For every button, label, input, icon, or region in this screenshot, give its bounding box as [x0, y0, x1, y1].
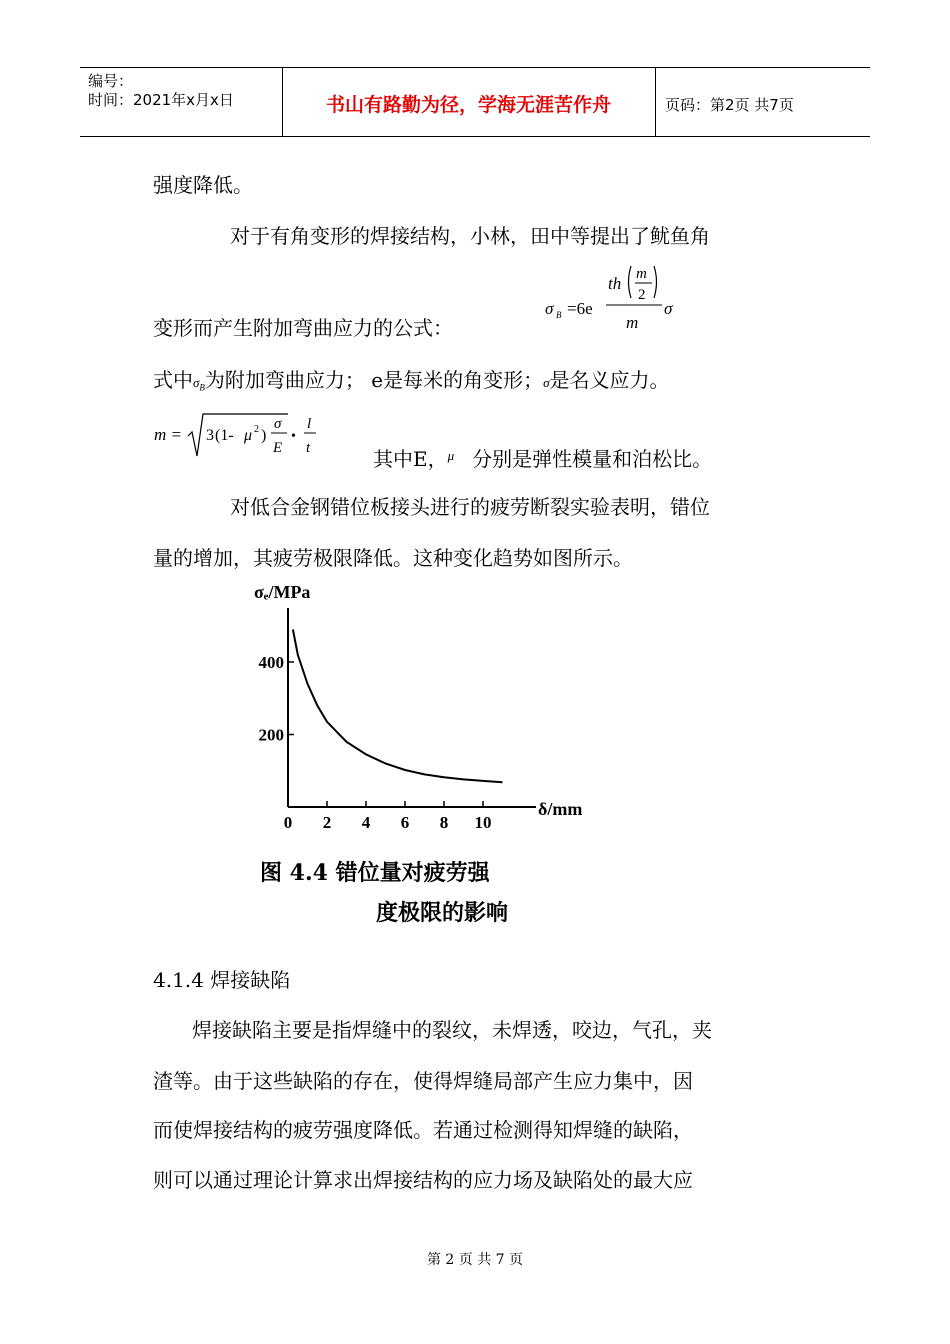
line4-sigma-b: $\sigma_B$ [193, 375, 205, 393]
chart-x-axis-label: δ/mm [538, 799, 583, 819]
body-line-7: 量的增加，其疲劳极限降低。这种变化趋势如图所示。 [153, 546, 633, 570]
formula2-dot: • [291, 429, 296, 444]
chart-x-tick-label: 2 [322, 813, 332, 828]
bending-stress-formula [540, 258, 690, 338]
chart-series-line [293, 629, 503, 782]
body-line-5 [373, 444, 712, 471]
body-line-6: 对低合金钢错位板接头进行的疲劳断裂实验表明，错位 [230, 495, 710, 519]
chart-x-tick-label: 0 [283, 813, 293, 828]
para-line-1: 焊接缺陷主要是指焊缝中的裂纹，未焊透，咬边，气孔，夹 [192, 1018, 712, 1042]
fatigue-limit-chart [238, 578, 618, 828]
formula2-lhs: m = [154, 425, 182, 444]
page-footer: 第 2 页 共 7 页 [426, 1252, 524, 1268]
m-formula [150, 408, 330, 464]
formula1-eq: =6e [567, 299, 593, 318]
body-line-1: 强度降低。 [153, 173, 253, 197]
formula1-two: 2 [638, 287, 646, 303]
page-header-table [80, 67, 870, 137]
formula2-one-minus: (1- [215, 427, 234, 444]
para-line-4: 则可以通过理论计算求出焊接结构的应力场及缺陷处的最大应 [153, 1168, 693, 1192]
formula1-left-paren [629, 266, 632, 298]
section-title: 4.1.4 焊接缺陷 [153, 968, 291, 992]
formula1-sigma: σ [664, 299, 673, 318]
line4-prefix: 式中 [153, 368, 193, 392]
formula1-sub-b: B [556, 310, 562, 320]
figure-caption-line-1: 图 4.4 错位量对疲劳强 [260, 860, 490, 886]
formula2-mu: μ [244, 427, 253, 444]
para-line-2: 渣等。由于这些缺陷的存在，使得焊缝局部产生应力集中，因 [153, 1069, 693, 1093]
formula1-sigma-b: σ [545, 299, 554, 318]
figure-caption-line-2: 度极限的影响 [376, 900, 509, 926]
line5-prefix: 其中E， [373, 447, 448, 471]
para-line-3: 而使焊接结构的疲劳强度降低。若通过检测得知焊缝的缺陷， [153, 1118, 693, 1142]
formula2-three: 3 [206, 427, 214, 444]
formula1-right-paren [654, 266, 657, 298]
chart-x-tick-label: 10 [474, 813, 492, 828]
header-motto: 书山有路勤为径，学海无涯苦作舟 [325, 94, 611, 116]
formula1-m-top: m [636, 266, 647, 282]
formula2-close: ) [261, 427, 267, 444]
header-left-cell [88, 72, 234, 110]
formula1-th: th [608, 274, 622, 293]
chart-y-axis-label: σₑ/MPa [254, 582, 311, 602]
chart-y-tick-label: 200 [258, 725, 284, 745]
line4-suffix: 是名义应力。 [549, 368, 670, 392]
document-time-label: 时间：2021年x月x日 [88, 91, 234, 109]
chart-y-tick-label: 400 [258, 653, 284, 672]
header-divider-right [655, 68, 656, 136]
formula2-sigma: σ [274, 416, 282, 432]
formula1-m-bottom: m [626, 313, 639, 332]
body-line-4 [153, 368, 670, 400]
body-line-2: 对于有角变形的焊接结构，小林，田中等提出了鱿鱼角 [230, 224, 710, 248]
body-line-3: 变形而产生附加弯曲应力的公式： [153, 316, 453, 340]
fatigue-limit-figure [238, 578, 618, 938]
document-number-label: 编号： [88, 72, 134, 90]
chart-x-tick-label: 6 [400, 813, 410, 828]
formula2-E: E [273, 440, 283, 456]
chart-x-tick-label: 8 [439, 813, 449, 828]
formula2-t: t [306, 440, 311, 456]
line5-mu: μ [447, 448, 455, 463]
header-page-label: 页码：第2页 共7页 [665, 96, 794, 114]
line4-middle: 为附加弯曲应力； e是每米的角变形； [204, 368, 544, 392]
formula2-l: l [307, 416, 312, 432]
line4-sigma: σ [543, 375, 550, 390]
line5-suffix: 分别是弹性模量和泊松比。 [472, 447, 713, 471]
chart-x-tick-label: 4 [361, 813, 371, 828]
formula2-square: 2 [254, 424, 259, 435]
